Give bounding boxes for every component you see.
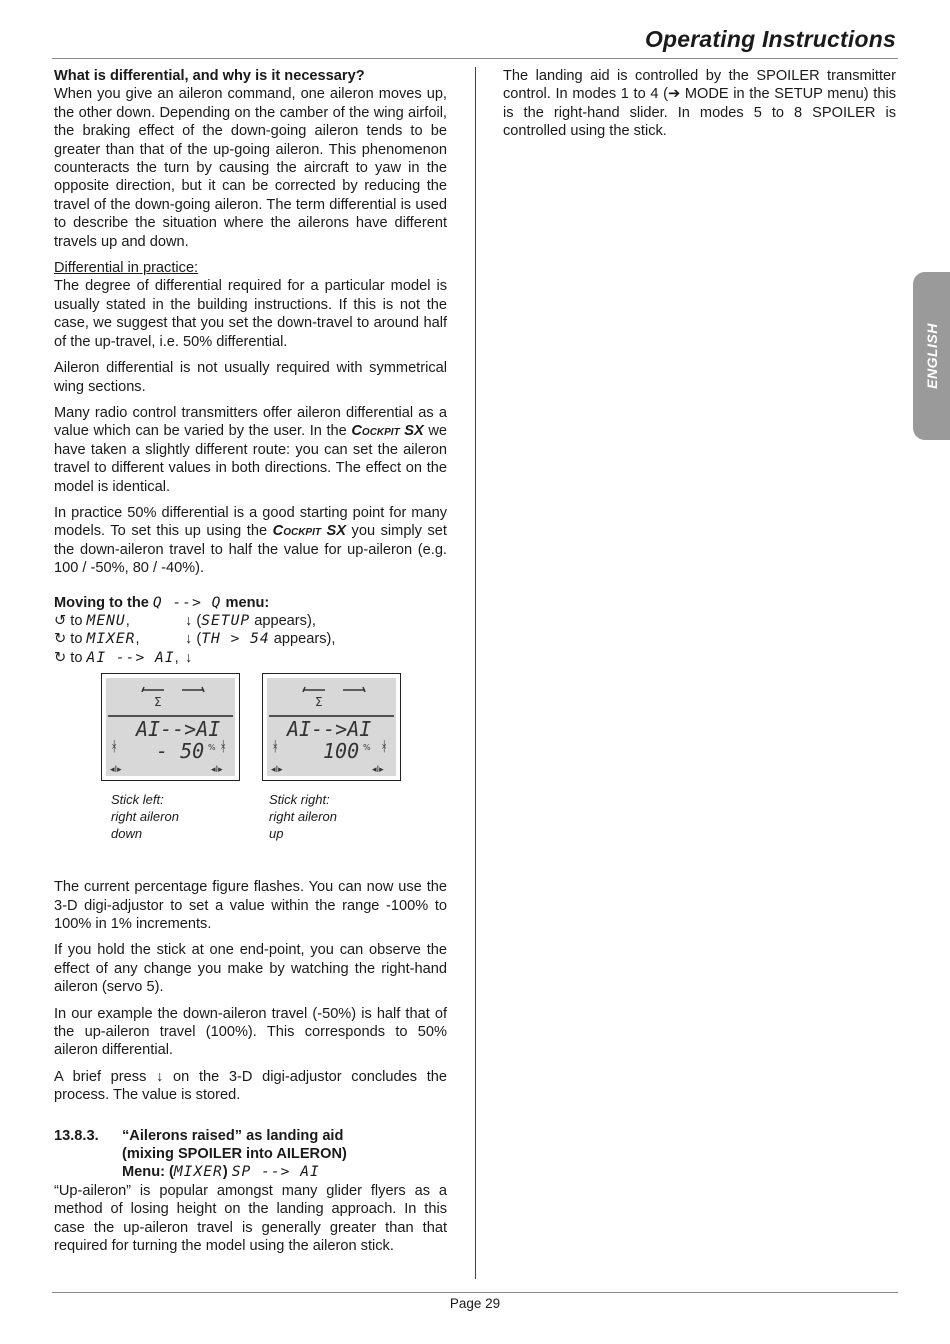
section-subheading: (mixing SPOILER into AILERON) — [122, 1146, 347, 1163]
trim-right-icon: ◂I▸ — [211, 765, 223, 776]
display-title: AI-->AI — [136, 717, 221, 742]
trim-icon: ᚼ — [271, 739, 280, 756]
svg-text:%: % — [363, 743, 371, 753]
differential-heading: What is differential, and why is it necessary? — [54, 68, 365, 84]
paragraph — [54, 504, 447, 578]
header-rule — [52, 58, 898, 59]
lcd-text: TH > 54 — [201, 630, 270, 648]
press-down-icon: ↓ — [185, 612, 193, 629]
lcd-text: SETUP — [201, 611, 251, 629]
paragraph: The current percentage figure flashes. You can now use the 3-D digi-adjustor to set a value within the range -100% to 100% in 1% increments. — [54, 879, 447, 932]
lcd-display-right — [262, 673, 401, 781]
paragraph: “Up-aileron” is popular amongst many glider flyers as a method of losing height on the landing approach. In this case the up-aileron travel is generally greater than that required for turning the model using the aileron stick. — [54, 1182, 447, 1255]
practice-heading: Differential in practice: — [54, 260, 199, 277]
footer-rule — [52, 1292, 898, 1293]
lcd-text: MIXER — [86, 630, 136, 648]
display-value: - 50 — [156, 739, 205, 764]
column-divider — [475, 67, 476, 1279]
glider-icon — [142, 687, 204, 692]
trim-icon: ᚼ — [110, 739, 119, 756]
moving-heading: Moving to the Q --> Q menu: — [54, 593, 270, 611]
text: we have taken a slightly different route: you can set the aileron travel to different values in both directions. The effect on the model is identical. — [54, 423, 448, 495]
lcd-text: Q --> Q — [152, 593, 222, 611]
caption-right: Stick right: right aileron up — [269, 792, 337, 842]
trim-icon: ᚼ — [380, 739, 389, 756]
text: you simply set the down-aileron travel to half the value for up-aileron (e.g. 100 / -50%, 80 / -40%). — [54, 523, 447, 577]
trim-icon: ᚼ — [219, 739, 228, 756]
display-title: AI-->AI — [287, 717, 372, 742]
arrow-right-icon: ➔ — [667, 86, 681, 103]
rotate-right-icon: ↻ — [54, 649, 67, 666]
text: Many radio control transmitters offer aileron differential as a value which can be varied by the user. In the — [54, 404, 447, 440]
press-down-icon: ↓ — [185, 631, 193, 648]
right-column — [503, 67, 896, 149]
language-tab — [913, 272, 950, 440]
lcd-text: MIXER — [173, 1163, 223, 1181]
section-menu: Menu: (MIXER) SP --> AI — [122, 1163, 320, 1181]
brand-name: Cockpit SX — [272, 523, 346, 540]
lcd-text: AI --> AI — [86, 648, 175, 666]
lcd-screen — [267, 678, 396, 776]
press-down-icon: ↓ — [156, 1068, 164, 1085]
sigma-icon: Σ — [154, 695, 162, 710]
paragraph: The degree of differential required for a particular model is usually stated in the building instructions. If this is not the case, we suggest that you set the down-travel to around half of the up-travel, i.e. 50% differential. — [54, 278, 447, 350]
paragraph: A brief press ↓ on the 3-D digi-adjustor concludes the process. The value is stored. — [54, 1068, 447, 1104]
paragraph: When you give an aileron command, one aileron moves up, the other down. Depending on the camber of the wing airfoil, the braking effect of the down-going aileron tends to be greater than that of the up-going aileron. This phenomenon counteracts the turn by causing the aircraft to yaw in the opposite direction, but it can be corrected by reducing the travel of the down-going aileron. The term differential is used to describe the situation where the ailerons have different travels up and down. — [54, 86, 447, 250]
lcd-displays — [54, 673, 447, 878]
glider-icon — [303, 687, 365, 692]
display-value: 100 — [323, 739, 360, 764]
paragraph: In our example the down-aileron travel (-50%) is half that of the up-aileron travel (100%). This corresponds to 50% aileron differential. — [54, 1005, 447, 1059]
menu-step: ↻ to MIXER, ↓ (TH > 54 appears), — [54, 630, 336, 648]
trim-left-icon: ◂I▸ — [110, 765, 122, 776]
page-header-title: Operating Instructions — [644, 26, 896, 52]
section-number: 13.8.3. — [54, 1127, 99, 1144]
trim-left-icon: ◂I▸ — [271, 765, 283, 776]
lcd-text: SP --> AI — [231, 1163, 320, 1181]
text: In practice 50% differential is a good starting point for many models. To set this up using the — [54, 504, 447, 540]
left-column — [54, 67, 447, 1264]
sigma-icon: Σ — [315, 695, 323, 710]
trim-right-icon: ◂I▸ — [372, 765, 384, 776]
rotate-left-icon: ↺ — [54, 612, 67, 629]
paragraph — [54, 404, 447, 496]
svg-text:%: % — [208, 743, 216, 753]
menu-navigation — [54, 594, 447, 668]
caption-left: Stick left: right aileron down — [111, 792, 179, 842]
lcd-screen — [106, 678, 235, 776]
language-tab-label: ENGLISH — [923, 323, 940, 389]
paragraph: If you hold the stick at one end-point, you can observe the effect of any change you make by watching the right-hand aileron (servo 5). — [54, 942, 447, 996]
section-heading: 13.8.3. “Ailerons raised” as landing aid — [54, 1127, 344, 1144]
lcd-display-left — [101, 673, 240, 781]
paragraph: The landing aid is controlled by the SPOILER transmitter control. In modes 1 to 4 (➔ MODE in the SETUP menu) this is the right-hand slider. In modes 5 to 8 SPOILER is controlled using the stick. — [503, 68, 896, 140]
page-number: Page 29 — [449, 1296, 501, 1311]
menu-step: ↻ to AI --> AI, ↓ — [54, 648, 193, 666]
paragraph: Aileron differential is not usually required with symmetrical wing sections. — [54, 360, 447, 395]
menu-step: ↺ to MENU, ↓ (SETUP appears), — [54, 611, 316, 629]
rotate-right-icon: ↻ — [54, 631, 67, 648]
brand-name: Cockpit SX — [351, 423, 424, 440]
lcd-text: MENU — [86, 611, 126, 629]
press-down-icon: ↓ — [185, 649, 193, 666]
